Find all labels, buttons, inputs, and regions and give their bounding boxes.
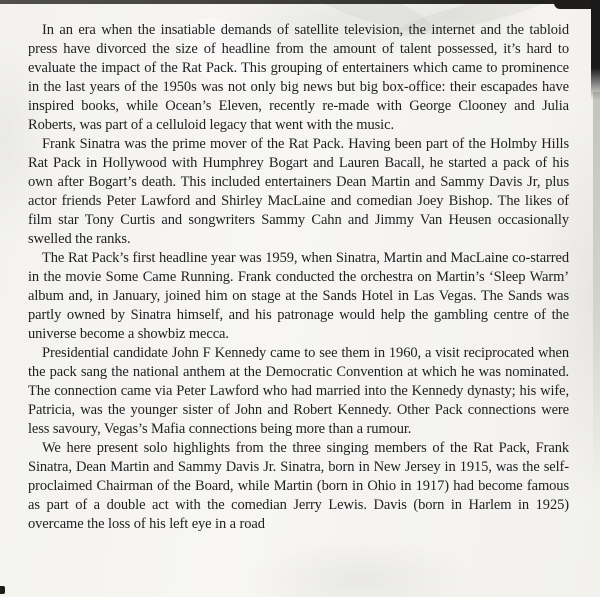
paragraph-1959-headline: The Rat Pack’s first headline year was 1959, when Sinatra, Martin and MacLaine co-starred in the movie Some Came Running. Frank conducted the orchestra on Martin’s ‘Sleep Warm’ album and, in January, joined him on stage at the Sands Hotel in Las Vegas. The Sands was partly owned by Sinatra himself, and his patronage would help the gambling centre of the universe become a showbiz mecca.: [28, 250, 569, 342]
paragraph-kennedy: Presidential candidate John F Kennedy came to see them in 1960, a visit reciprocated when the pack sang the national anthem at the Democratic Convention at which he was nominated. The connection came via Peter Lawford who had married into the Kennedy dynasty; his wife, Patricia, was the younger sister of John and Robert Kennedy. Other Pack connections were less savoury, Vegas’s Mafia connections being more than a rumour.: [28, 345, 569, 437]
paragraph-solo-highlights: We here present solo highlights from the three singing members of the Rat Pack, Frank Sinatra, Dean Martin and Sammy Davis Jr. Sinatra, born in New Jersey in 1915, was the self-proclaimed Chairman of the Board, while Martin (born in Ohio in 1917) had become famous as part of a double act with the comedian Jerry Lewis. Davis (born in Harlem in 1925) overcame the loss of his left eye in a road: [28, 440, 569, 532]
scan-edge-top: [0, 0, 600, 4]
liner-notes-text: [28, 21, 569, 534]
scan-edge-right-shadow: [593, 92, 600, 488]
paragraph-sinatra-pack: Frank Sinatra was the prime mover of the Rat Pack. Having been part of the Holmby Hills Rat Pack in Hollywood with Humphrey Bogart and Lauren Bacall, he started a pack of his own after Bogart’s death. This included entertainers Dean Martin and Sammy Davis Jr, plus actor friends Peter Lawford and Shirley MacLaine and comedian Joey Bishop. The likes of film star Tony Curtis and songwriters Sammy Cahn and Jimmy Van Heusen occasionally swelled the ranks.: [28, 136, 569, 247]
scan-corner-mark-bottom-left: [0, 586, 5, 594]
scan-edge-right: [591, 0, 600, 100]
paragraph-intro: In an era when the insatiable demands of satellite television, the internet and the tabloid press have divorced the size of headline from the amount of talent possessed, it’s hard to evaluate the impact of the Rat Pack. This grouping of entertainers which came to prominence in the last years of the 1950s was not only big news but big box-office: their escapades have inspired books, while Ocean’s Eleven, recently re-made with George Clooney and Julia Roberts, was part of a celluloid legacy that went with the music.: [28, 22, 569, 133]
